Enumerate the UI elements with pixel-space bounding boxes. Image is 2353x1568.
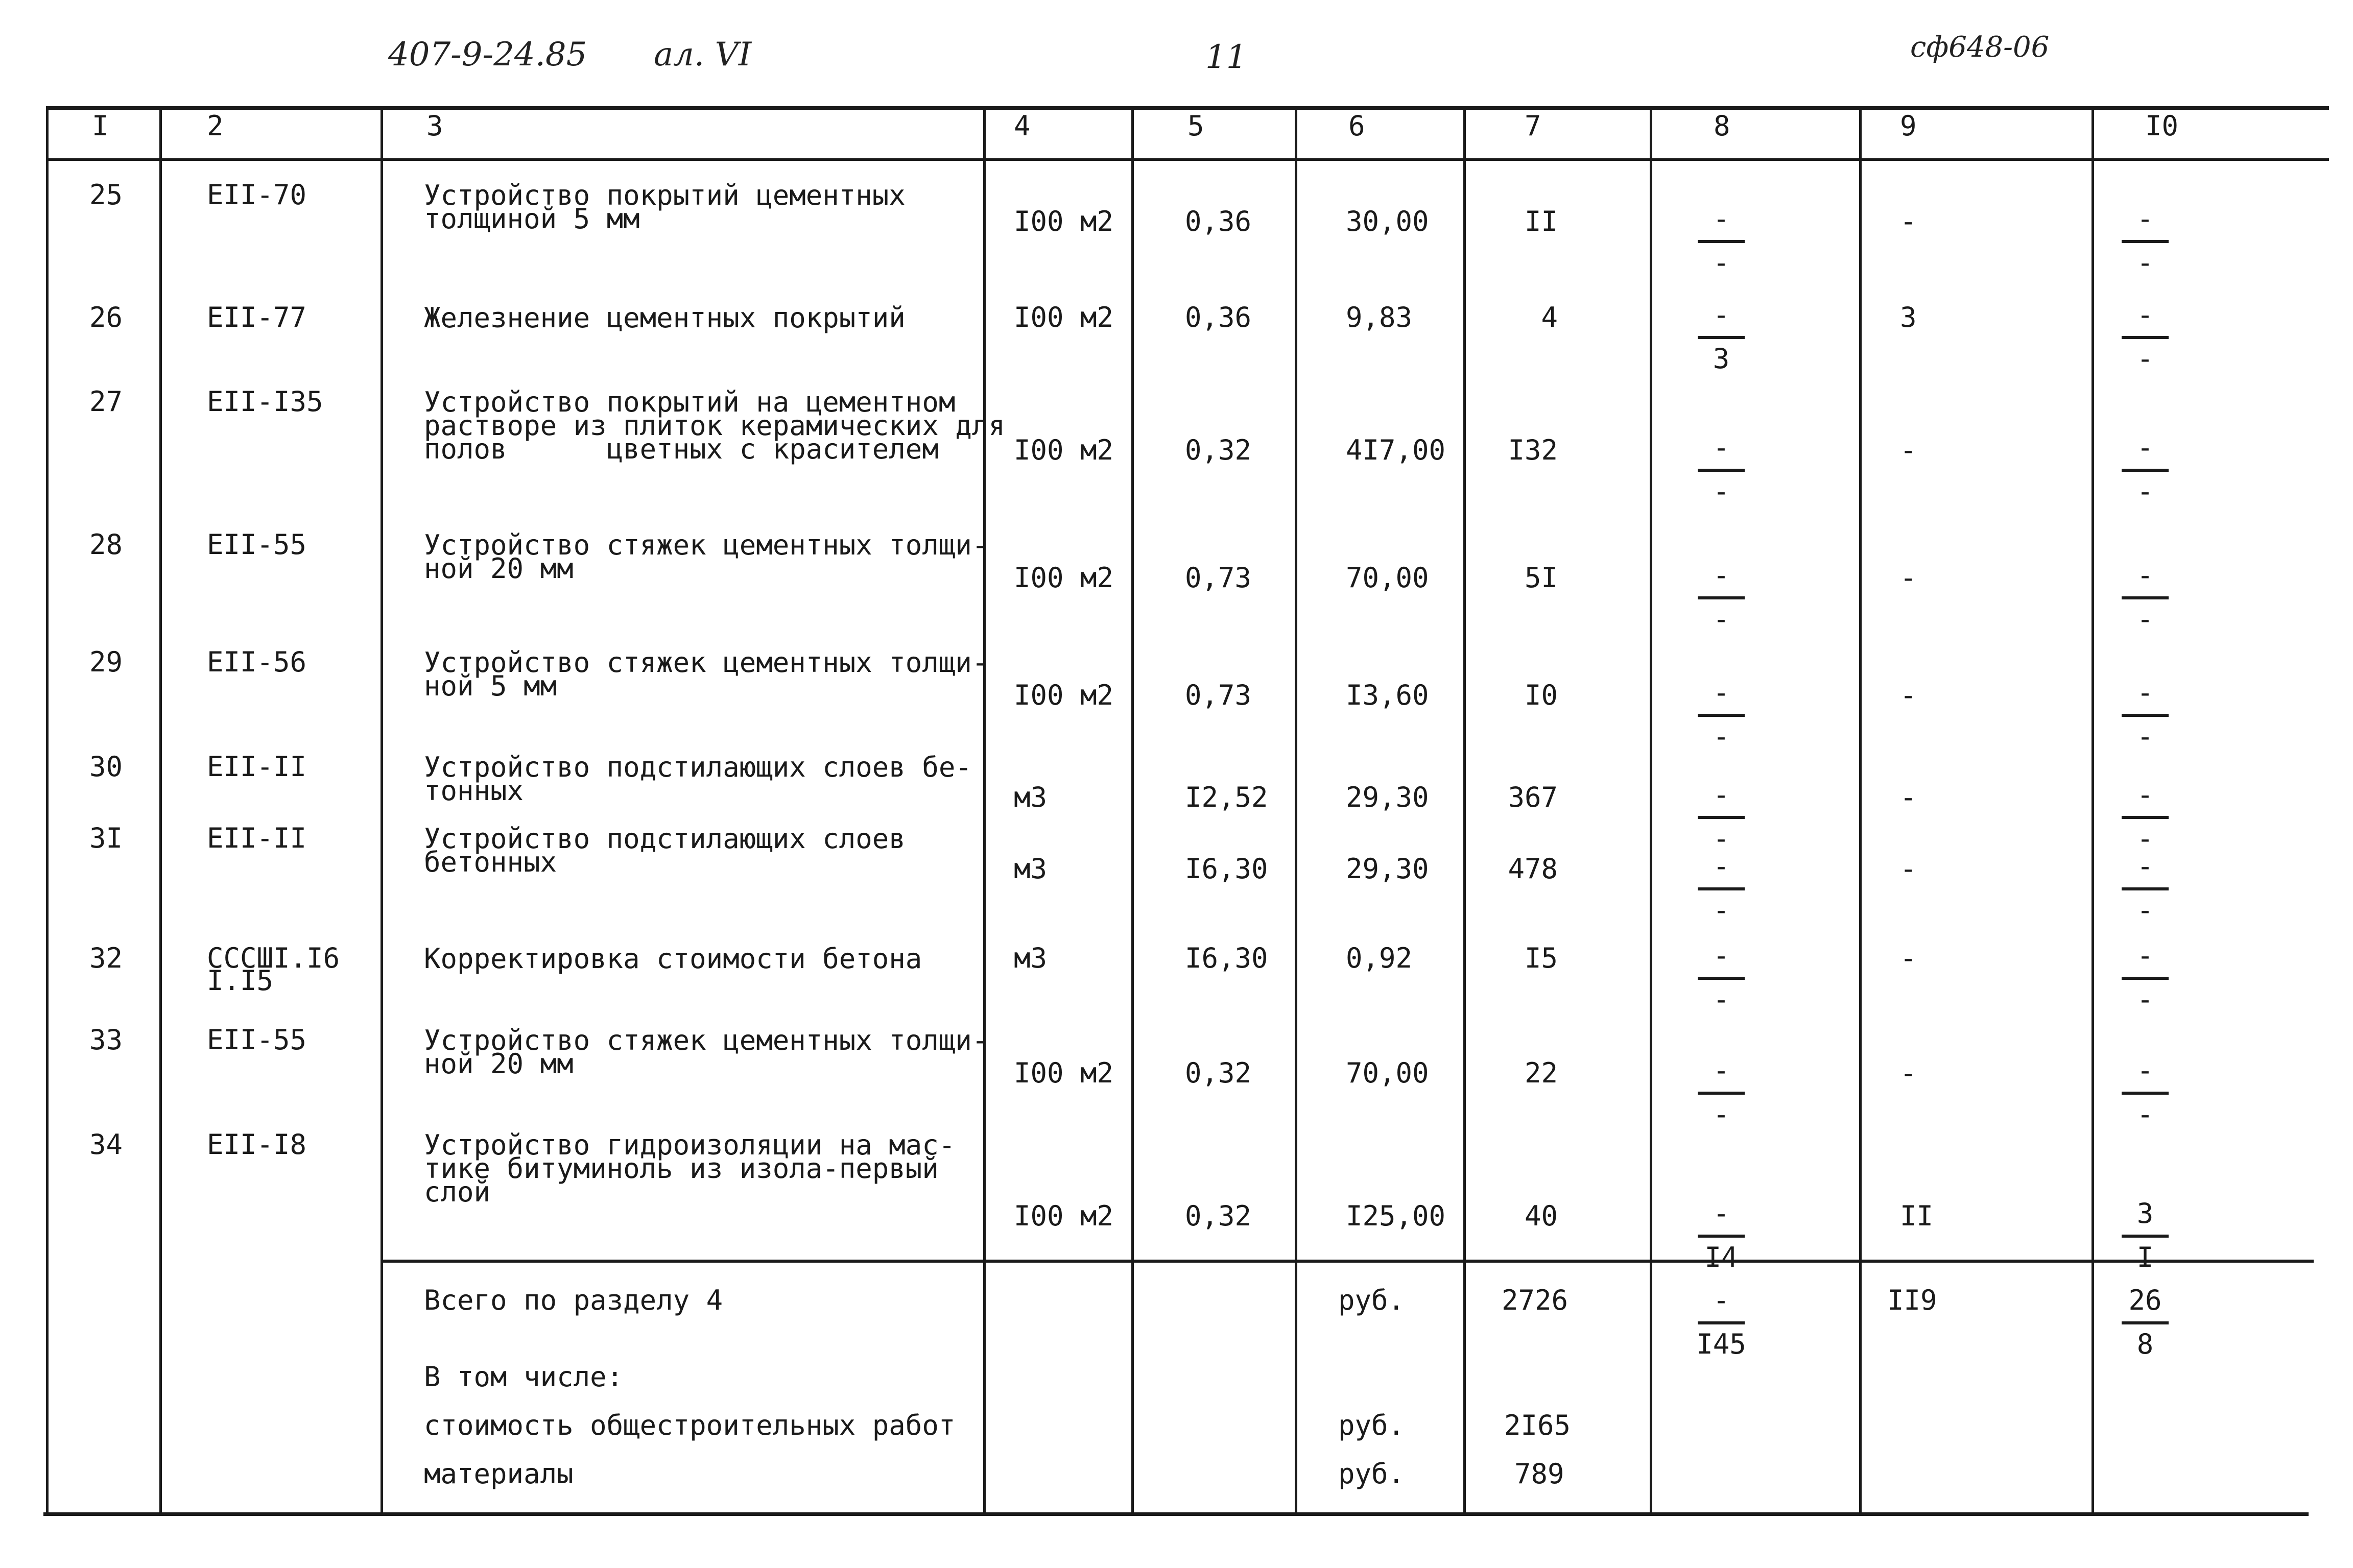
row-col10-fraction (2120, 939, 2171, 1016)
fraction-numerator: - (2136, 559, 2154, 591)
fraction-denominator: - (1713, 894, 1730, 926)
row-unit-price: 4I7,00 (1346, 434, 1446, 466)
fraction-denominator: - (1713, 1098, 1730, 1130)
row-col8-fraction (1696, 850, 1747, 926)
fraction-bar (2122, 336, 2169, 339)
row-number: 32 (89, 942, 123, 974)
row-unit: I00 м2 (1014, 205, 1114, 237)
fraction-numerator: 3 (2136, 1197, 2154, 1229)
col-border-5 (1295, 106, 1297, 1514)
summary-line-unit: руб. (1338, 1458, 1405, 1490)
col-border-7 (1650, 106, 1652, 1514)
row-description: Устройство стяжек цементных толщи- ной 20 мм (424, 1024, 989, 1080)
row-unit-price: 29,30 (1346, 853, 1429, 885)
row-unit: м3 (1014, 942, 1048, 974)
summary-divider (383, 1260, 2314, 1263)
row-col8-fraction (1696, 301, 1747, 373)
fraction-denominator: - (2136, 603, 2154, 635)
row-quantity: 0,36 (1185, 205, 1252, 237)
fraction-bar (1698, 336, 1745, 339)
row-col8-fraction (1696, 679, 1747, 751)
fraction-numerator: - (1713, 203, 1730, 235)
col-border-9 (2091, 106, 2094, 1514)
row-description: Устройство гидроизоляции на мас- тике битуминоль из изола-первый слой (424, 1129, 956, 1208)
row-col9: II (1900, 1200, 1934, 1232)
page-number: 11 (1205, 38, 1247, 76)
row-description: Корректировка стоимости бетона (424, 943, 922, 975)
fraction-bar (2122, 1321, 2169, 1324)
row-description: Устройство подстилающих слоев бе- тонных (424, 751, 972, 807)
col-border-0 (46, 106, 49, 1514)
row-total: 5I (1524, 562, 1558, 594)
fraction-denominator: - (2136, 475, 2154, 508)
row-description: Устройство покрытий цементных толщиной 5 мм (424, 179, 906, 235)
row-code: ЕII-55 (207, 1024, 307, 1056)
row-col9: - (1900, 205, 1917, 237)
fraction-bar (1698, 596, 1745, 599)
row-total: I5 (1524, 942, 1558, 974)
fraction-numerator: - (2136, 1054, 2154, 1087)
album-number: ал. VI (654, 36, 752, 74)
fraction-denominator: - (1713, 603, 1730, 635)
fraction-denominator: I4 (1704, 1241, 1738, 1273)
row-col10-fraction (2120, 1054, 2171, 1130)
row-unit: I00 м2 (1014, 562, 1114, 594)
row-code: СССШI.I6 I.I5 (207, 942, 340, 997)
row-quantity: I6,30 (1185, 853, 1268, 885)
summary-line-unit: руб. (1338, 1409, 1405, 1441)
header-divider (46, 158, 2329, 161)
table-bottom-border (43, 1512, 2309, 1516)
col-header-10: I0 (2145, 110, 2179, 142)
row-unit-price: 9,83 (1346, 301, 1413, 333)
fraction-numerator: - (1713, 850, 1730, 882)
row-total: 4 (1541, 301, 1558, 333)
col-header-7: 7 (1525, 110, 1541, 142)
fraction-denominator: - (2136, 894, 2154, 926)
row-col10-fraction (2120, 559, 2171, 635)
row-col8-fraction (1696, 431, 1747, 508)
fraction-numerator: - (2136, 431, 2154, 464)
row-number: 26 (89, 301, 123, 333)
row-col10-fraction (2120, 781, 2171, 853)
row-unit: I00 м2 (1014, 1057, 1114, 1089)
row-col9: - (1900, 1057, 1917, 1089)
row-unit: м3 (1014, 781, 1048, 813)
row-col8-fraction (1696, 939, 1747, 1016)
row-code: ЕII-55 (207, 528, 307, 561)
summary-total: 2726 (1502, 1284, 1568, 1316)
row-quantity: I2,52 (1185, 781, 1268, 813)
fraction-bar (2122, 887, 2169, 890)
fraction-numerator: - (2136, 939, 2154, 972)
row-col10-fraction (2120, 301, 2171, 373)
row-code: ЕII-I35 (207, 385, 323, 418)
fraction-bar (1698, 1321, 1745, 1324)
row-code: ЕII-77 (207, 301, 307, 333)
fraction-bar (1698, 887, 1745, 890)
fraction-numerator: - (2136, 299, 2154, 331)
fraction-denominator: - (1713, 823, 1730, 855)
doc-code: 407-9-24.85 (388, 36, 587, 74)
fraction-numerator: - (1713, 779, 1730, 811)
summary-col10-fraction (2120, 1284, 2171, 1360)
row-number: 27 (89, 385, 123, 418)
fraction-bar (2122, 469, 2169, 472)
summary-col8-fraction (1696, 1284, 1747, 1360)
col-header-5: 5 (1187, 110, 1204, 142)
row-col8-fraction (1696, 205, 1747, 277)
including-label: В том числе: (424, 1361, 624, 1393)
row-total: I0 (1524, 679, 1558, 711)
fraction-bar (1698, 1235, 1745, 1238)
row-code: ЕII-70 (207, 179, 307, 211)
fraction-denominator: 8 (2136, 1328, 2154, 1360)
row-quantity: 0,73 (1185, 562, 1252, 594)
row-col9: - (1900, 781, 1917, 813)
fraction-denominator: - (2136, 343, 2154, 375)
fraction-numerator: - (1713, 1197, 1730, 1229)
row-unit: I00 м2 (1014, 1200, 1114, 1232)
row-code: ЕII-I8 (207, 1128, 307, 1161)
row-code: ЕII-56 (207, 646, 307, 678)
fraction-numerator: - (1713, 559, 1730, 591)
fraction-denominator: - (1713, 720, 1730, 753)
row-col8-fraction (1696, 559, 1747, 635)
fraction-numerator: - (1713, 431, 1730, 464)
row-code: ЕII-II (207, 751, 307, 783)
row-total: 367 (1508, 781, 1558, 813)
row-col9: - (1900, 562, 1917, 594)
fraction-numerator: - (2136, 203, 2154, 235)
fraction-denominator: I (2136, 1241, 2154, 1273)
fraction-denominator: - (1713, 247, 1730, 279)
row-quantity: 0,32 (1185, 1057, 1252, 1089)
col-header-1: I (92, 110, 109, 142)
row-unit-price: 70,00 (1346, 1057, 1429, 1089)
row-quantity: I6,30 (1185, 942, 1268, 974)
fraction-bar (2122, 1092, 2169, 1095)
fraction-denominator: - (2136, 983, 2154, 1016)
row-number: 25 (89, 179, 123, 211)
row-unit: м3 (1014, 853, 1048, 885)
row-col8-fraction (1696, 1054, 1747, 1130)
fraction-numerator: - (1713, 677, 1730, 709)
row-description: Устройство стяжек цементных толщи- ной 5 мм (424, 646, 989, 702)
row-unit-price: 0,92 (1346, 942, 1413, 974)
fraction-bar (2122, 977, 2169, 980)
row-code: ЕII-II (207, 822, 307, 854)
fraction-bar (2122, 240, 2169, 243)
col-header-4: 4 (1014, 110, 1031, 142)
row-col8-fraction (1696, 781, 1747, 853)
row-unit: I00 м2 (1014, 434, 1114, 466)
col-border-2 (381, 106, 383, 1514)
fraction-denominator: - (1713, 475, 1730, 508)
col-header-9: 9 (1900, 110, 1917, 142)
fraction-numerator: - (2136, 850, 2154, 882)
row-col9: - (1900, 434, 1917, 466)
summary-line-label: материалы (424, 1458, 574, 1490)
row-total: 478 (1508, 853, 1558, 885)
summary-line-value: 2I65 (1504, 1409, 1571, 1441)
summary-line-label: стоимость общестроительных работ (424, 1409, 956, 1441)
row-total: 22 (1524, 1057, 1558, 1089)
fraction-bar (1698, 977, 1745, 980)
fraction-bar (2122, 596, 2169, 599)
row-quantity: 0,32 (1185, 1200, 1252, 1232)
fraction-numerator: - (2136, 677, 2154, 709)
table-top-border (46, 106, 2329, 110)
fraction-bar (2122, 1235, 2169, 1238)
fraction-bar (1698, 816, 1745, 819)
fraction-bar (1698, 714, 1745, 717)
summary-label: Всего по разделу 4 (424, 1284, 723, 1316)
row-unit-price: 70,00 (1346, 562, 1429, 594)
row-quantity: 0,73 (1185, 679, 1252, 711)
col-border-1 (159, 106, 162, 1514)
row-description: Устройство стяжек цементных толщи- ной 20 мм (424, 529, 989, 585)
row-col9: - (1900, 853, 1917, 885)
col-header-3: 3 (426, 110, 443, 142)
fraction-denominator: 3 (1713, 343, 1730, 375)
row-quantity: 0,32 (1185, 434, 1252, 466)
fraction-numerator: - (2136, 779, 2154, 811)
row-number: 30 (89, 751, 123, 783)
fraction-denominator: - (2136, 247, 2154, 279)
fraction-numerator: - (1713, 1054, 1730, 1087)
row-col9: 3 (1900, 301, 1917, 333)
row-col8-fraction (1696, 1197, 1747, 1273)
row-unit: I00 м2 (1014, 679, 1114, 711)
summary-unit: руб. (1338, 1284, 1405, 1316)
row-col10-fraction (2120, 1197, 2171, 1273)
fraction-denominator: I45 (1696, 1328, 1746, 1360)
row-col9: - (1900, 942, 1917, 974)
col-border-8 (1859, 106, 1862, 1514)
fraction-denominator: - (1713, 983, 1730, 1016)
sheet-code: сф648-06 (1910, 31, 2050, 64)
row-number: 28 (89, 528, 123, 561)
row-col10-fraction (2120, 850, 2171, 926)
fraction-bar (1698, 1092, 1745, 1095)
row-total: 40 (1524, 1200, 1558, 1232)
fraction-numerator: - (1713, 1284, 1730, 1316)
row-col9: - (1900, 679, 1917, 711)
fraction-denominator: - (2136, 1098, 2154, 1130)
col-border-4 (1131, 106, 1134, 1514)
row-number: 29 (89, 646, 123, 678)
row-description: Устройство покрытий на цементном растворе из плиток керамических для полов цветных с красителем (424, 386, 1005, 465)
fraction-bar (2122, 714, 2169, 717)
col-border-3 (983, 106, 986, 1514)
row-total: I32 (1508, 434, 1558, 466)
col-header-8: 8 (1714, 110, 1730, 142)
row-number: 3I (89, 822, 123, 854)
summary-col9: II9 (1887, 1284, 1937, 1316)
row-total: II (1524, 205, 1558, 237)
fraction-numerator: 26 (2128, 1284, 2162, 1316)
col-header-2: 2 (207, 110, 224, 142)
row-col10-fraction (2120, 431, 2171, 508)
fraction-denominator: - (2136, 720, 2154, 753)
row-unit-price: I25,00 (1346, 1200, 1446, 1232)
row-description: Железнение цементных покрытий (424, 302, 906, 334)
fraction-bar (2122, 816, 2169, 819)
fraction-bar (1698, 240, 1745, 243)
fraction-bar (1698, 469, 1745, 472)
fraction-numerator: - (1713, 939, 1730, 972)
row-col10-fraction (2120, 679, 2171, 751)
row-number: 34 (89, 1128, 123, 1161)
row-col10-fraction (2120, 205, 2171, 277)
summary-line-value: 789 (1514, 1458, 1564, 1490)
row-unit: I00 м2 (1014, 301, 1114, 333)
row-description: Устройство подстилающих слоев бетонных (424, 823, 906, 878)
row-unit-price: 29,30 (1346, 781, 1429, 813)
row-quantity: 0,36 (1185, 301, 1252, 333)
row-unit-price: 30,00 (1346, 205, 1429, 237)
col-header-6: 6 (1348, 110, 1365, 142)
fraction-denominator: - (2136, 823, 2154, 855)
row-unit-price: I3,60 (1346, 679, 1429, 711)
row-number: 33 (89, 1024, 123, 1056)
fraction-numerator: - (1713, 299, 1730, 331)
